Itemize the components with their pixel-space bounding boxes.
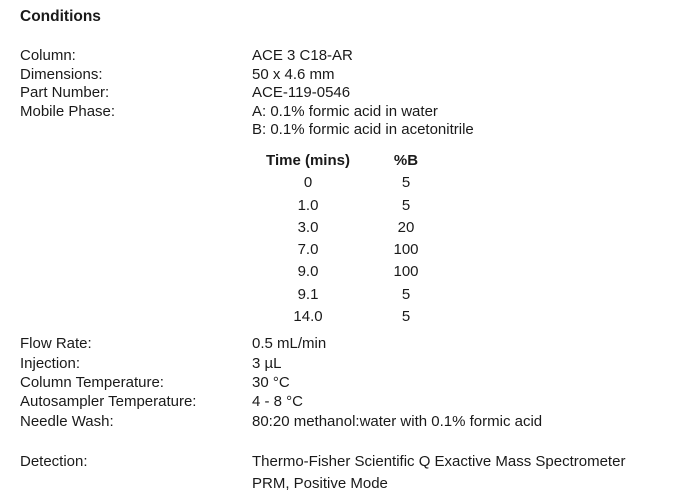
gradient-percent-b-cell: 20 [397, 218, 415, 236]
spec-value: 50 x 4.6 mm [252, 65, 335, 83]
gradient-percent-b-cell: 100 [393, 241, 419, 259]
parameter-value: 30 °C [252, 373, 290, 391]
parameter-label: Flow Rate: [20, 335, 92, 353]
parameter-label: Needle Wash: [20, 412, 114, 430]
parameter-row [20, 334, 680, 353]
gradient-header-time: Time (mins) [266, 151, 350, 169]
parameter-value: 80:20 methanol:water with 0.1% formic acid [252, 412, 543, 430]
column-specs-section [20, 47, 680, 140]
parameter-value: 0.5 mL/min [252, 335, 327, 353]
spec-value: B: 0.1% formic acid in acetonitrile [252, 121, 474, 139]
parameter-label: Injection: [20, 354, 81, 372]
gradient-percent-b-cell: 100 [393, 263, 419, 281]
spec-row [20, 103, 680, 122]
spec-label: Mobile Phase: [20, 102, 116, 120]
gradient-table-row [258, 306, 680, 328]
gradient-table-row [258, 217, 680, 239]
gradient-table-row [258, 195, 680, 217]
gradient-time-cell: 14.0 [293, 308, 323, 326]
gradient-table-row [258, 172, 680, 194]
gradient-header-percent-b: %B [393, 151, 419, 169]
spec-label: Dimensions: [20, 65, 103, 83]
detection-value-line: Thermo-Fisher Scientific Q Exactive Mass Spectrometer [252, 452, 626, 470]
detection-row [20, 451, 680, 495]
detection-label: Detection: [20, 452, 88, 470]
parameter-row [20, 373, 680, 392]
spec-row [20, 121, 680, 140]
gradient-percent-b-cell: 5 [401, 196, 411, 214]
gradient-table-row [258, 239, 680, 261]
gradient-time-cell: 9.1 [297, 285, 319, 303]
spec-label [20, 121, 252, 140]
gradient-table [258, 150, 680, 328]
spec-value: ACE 3 C18-AR [252, 47, 353, 64]
spec-label: Column: [20, 47, 76, 64]
page-title: Conditions [20, 8, 101, 25]
spec-value: ACE-119-0546 [252, 84, 351, 102]
gradient-table-header-row [258, 150, 680, 172]
gradient-percent-b-cell: 5 [401, 308, 411, 326]
spec-row [20, 47, 680, 66]
gradient-table-row [258, 261, 680, 283]
parameter-value: 4 - 8 °C [252, 393, 304, 411]
spec-label: Part Number: [20, 84, 110, 102]
parameter-row [20, 354, 680, 373]
parameter-row [20, 412, 680, 431]
gradient-time-cell: 0 [303, 174, 313, 192]
parameter-label: Column Temperature: [20, 373, 164, 391]
gradient-time-cell: 7.0 [297, 241, 319, 259]
detection-section [20, 451, 680, 495]
spec-value: A: 0.1% formic acid in water [252, 102, 438, 120]
spec-row [20, 84, 680, 103]
gradient-percent-b-cell: 5 [401, 174, 411, 192]
gradient-table-row [258, 284, 680, 306]
gradient-time-cell: 3.0 [297, 218, 319, 236]
gradient-time-cell: 1.0 [297, 196, 319, 214]
spec-row [20, 66, 680, 85]
gradient-percent-b-cell: 5 [401, 285, 411, 303]
detection-value [252, 451, 680, 495]
parameter-value: 3 µL [252, 354, 282, 372]
parameters-section [20, 334, 680, 430]
parameter-label: Autosampler Temperature: [20, 393, 197, 411]
gradient-time-cell: 9.0 [297, 263, 319, 281]
detection-value-line: PRM, Positive Mode [252, 474, 388, 492]
parameter-row [20, 392, 680, 411]
